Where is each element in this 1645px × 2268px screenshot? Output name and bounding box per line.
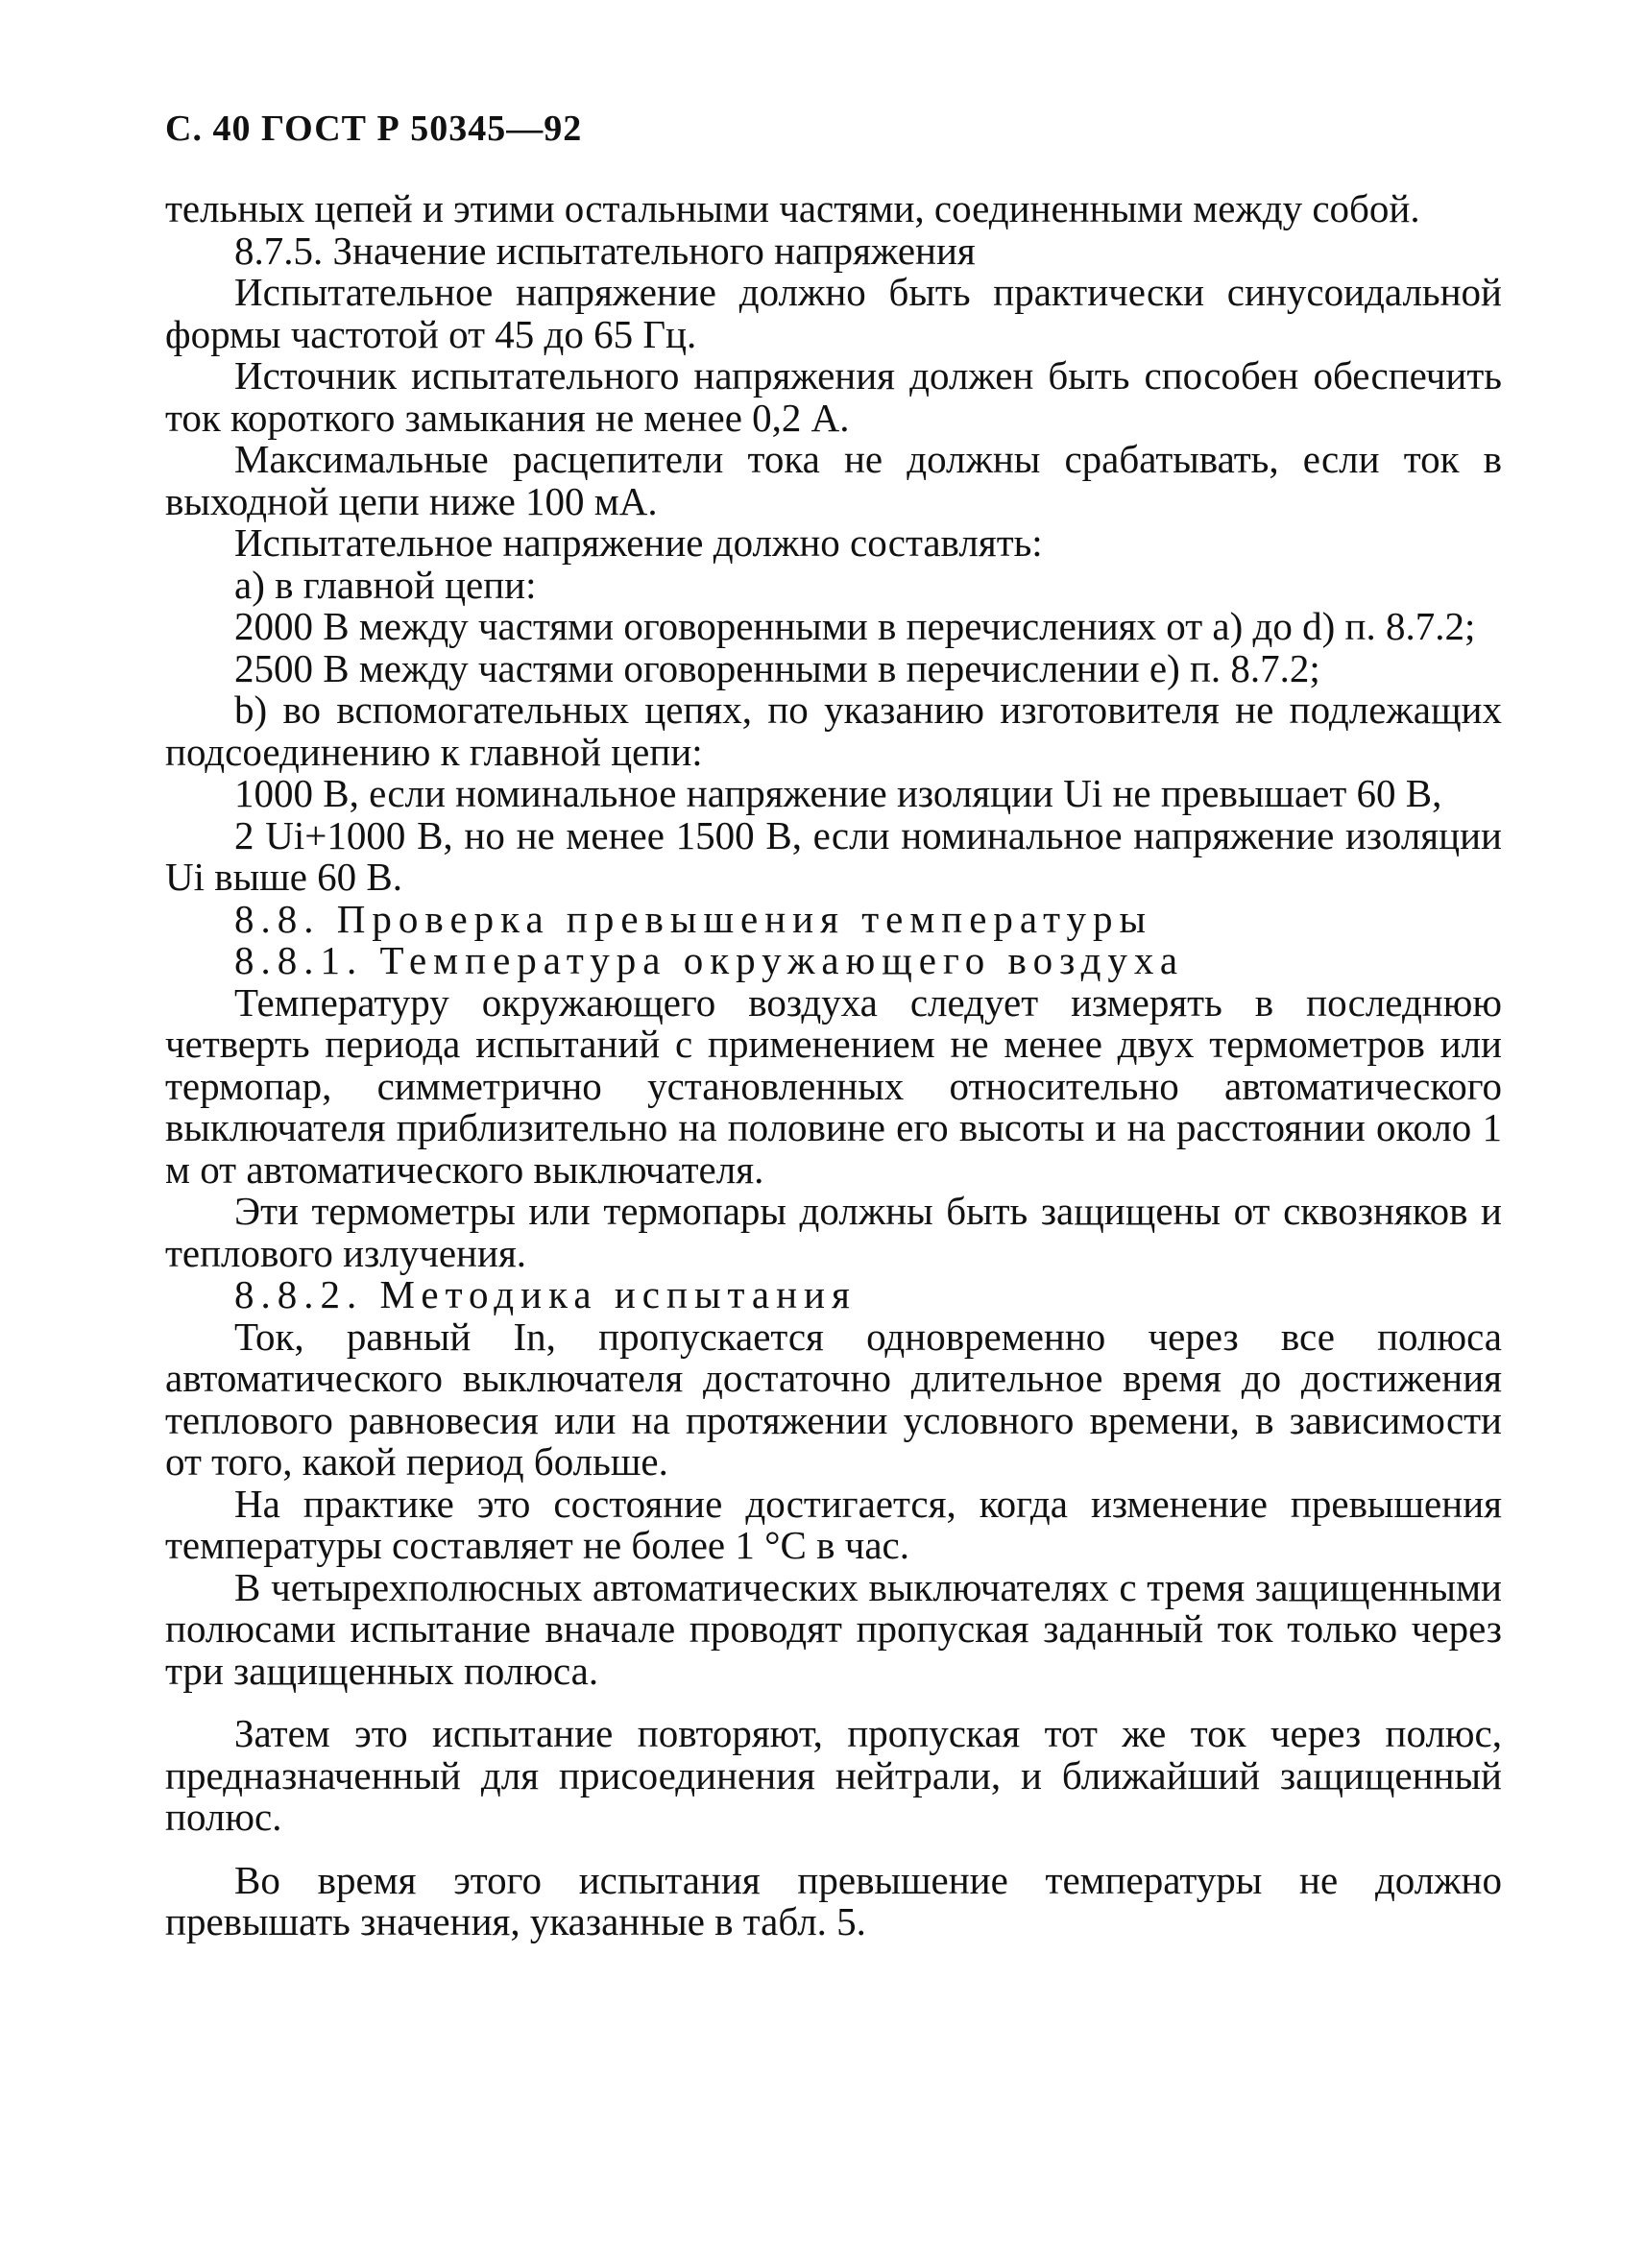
section-heading-8-8-text: 8.8. Проверка превышения температуры (234, 896, 1152, 941)
section-heading-8-8 (165, 896, 1502, 941)
paragraph-temperature-limit: Во время этого испытания превышение температуры не должно превышать значения, указанные в табл. 5. (165, 1857, 1502, 1943)
paragraph-1000v: 1000 В, если номинальное напряжение изоляции Ui не превышает 60 В, (234, 771, 1442, 815)
paragraph-repeat-test: Затем это испытание повторяют, пропуская тот же ток через полюс, предназначенный для присоединения нейтрали, и ближайший защищенный полюс. (165, 1711, 1502, 1839)
section-heading-8-8-2-text: 8.8.2. Методика испытания (234, 1272, 857, 1316)
paragraph-practice-state: На практике это состояние достигается, когда изменение превышения температуры составляет не более 1 °С в час. (165, 1481, 1502, 1567)
document-body (165, 188, 1502, 1943)
paragraph-test-voltage-values: Испытательное напряжение должно составлять: (234, 520, 1043, 565)
paragraph-current-releases: Максимальные расцепители тока не должны срабатывать, если ток в выходной цепи ниже 100 мА. (165, 437, 1502, 523)
section-heading-8-8-1 (165, 940, 1502, 982)
section-heading-8-8-1-text: 8.8.1. Температура окружающего воздуха (234, 938, 1185, 982)
paragraph-2000v: 2000 В между частями оговоренными в перечислениях от a) до d) п. 8.7.2; (234, 604, 1476, 648)
paragraph-2500v: 2500 В между частями оговоренными в перечислении e) п. 8.7.2; (234, 645, 1320, 690)
paragraph-test-voltage-form: Испытательное напряжение должно быть практически синусоидальной формы частотой от 45 до 65 Гц. (165, 270, 1502, 356)
paragraph-thermometers-protection: Эти термометры или термопары должны быть защищены от сквозняков и теплового излучения. (165, 1189, 1502, 1275)
list-item-b-auxiliary-circuits: b) во вспомогательных цепях, по указанию изготовителя не подлежащих подсоединению к главной цепи: (165, 688, 1502, 774)
paragraph-voltage-source: Источник испытательного напряжения должен быть способен обеспечить ток короткого замыкания не менее 0,2 А. (165, 353, 1502, 440)
page-header: С. 40 ГОСТ Р 50345—92 (165, 109, 583, 149)
section-heading-8-8-2 (165, 1274, 1502, 1316)
list-item-a-main-circuit: a) в главной цепи: (234, 562, 537, 607)
section-heading-8-7-5: 8.7.5. Значение испытательного напряжения (234, 228, 976, 273)
paragraph-2ui-1000v: 2 Ui+1000 В, но не менее 1500 В, если номинальное напряжение изоляции Ui выше 60 В. (165, 812, 1502, 899)
paragraph-ambient-temperature: Температуру окружающего воздуха следует измерять в последнюю четверть периода испытаний с применением не менее двух термометров или термопар, симметрично установленных относительно автоматического выключателя приблизительно на половине его высоты и на расстоянии около 1 м от автоматического выключателя. (165, 979, 1502, 1192)
paragraph-four-pole-breakers: В четырехполюсных автоматических выключателях с тремя защищенными полюсами испытание вначале проводят пропуская заданный ток только через три защищенных полюса. (165, 1564, 1502, 1693)
paragraph-current-in: Ток, равный In, пропускается одновременно через все полюса автоматического выключателя достаточно длительное время до достижения теплового равновесия или на протяжении условного времени, в зависимости от того, какой период больше. (165, 1314, 1502, 1484)
paragraph-continuation: тельных цепей и этими остальными частями, соединенными между собой. (165, 186, 1420, 230)
